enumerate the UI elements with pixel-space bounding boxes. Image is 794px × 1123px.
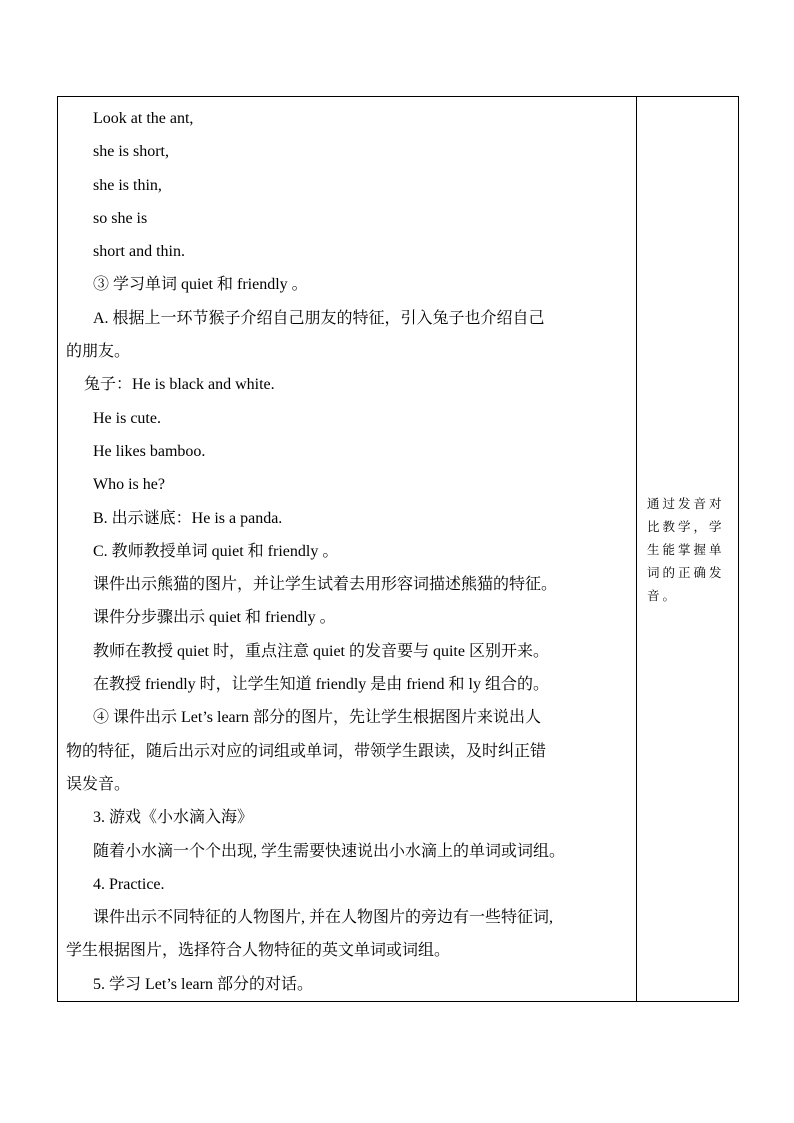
text-line: Look at the ant,: [93, 110, 194, 127]
text-line: she is thin,: [93, 176, 162, 194]
text-line: 5. 学习 Let’s learn 部分的对话。: [93, 975, 313, 993]
design-intent-cell: [637, 97, 739, 1002]
text-line: 学生根据图片，选择符合人物特征的英文单词或词组。: [66, 942, 451, 960]
text-line: Who is he?: [93, 476, 165, 494]
text-line: ③ 学习单词 quiet 和 friendly 。: [93, 276, 308, 294]
text-line: she is short,: [93, 143, 169, 161]
lesson-plan-table: [57, 96, 739, 1002]
side-note-line: 通过发音对: [647, 495, 725, 511]
design-intent-text: [637, 492, 738, 607]
text-line: ④ 课件出示 Let’s learn 部分的图片，先让学生根据图片来说出人: [93, 709, 541, 727]
table-row: [58, 97, 739, 1002]
text-line: He likes bamboo.: [93, 442, 206, 460]
text-line: 教师在教授 quiet 时，重点注意 quiet 的发音要与 quite 区别开来。: [93, 642, 549, 660]
text-line: so she is: [93, 209, 148, 227]
text-line: 物的特征，随后出示对应的词组或单词，带领学生跟读，及时纠正错: [66, 742, 547, 760]
text-line: 的朋友。: [66, 343, 131, 361]
text-line: C. 教师教授单词 quiet 和 friendly 。: [93, 542, 339, 560]
text-line: 4. Practice.: [93, 875, 165, 893]
text-line: A. 根据上一环节猴子介绍自己朋友的特征，引入兔子也介绍自己: [93, 309, 545, 327]
text-line: 在教授 friendly 时，让学生知道 friendly 是由 friend 和 ly 组合的。: [93, 676, 549, 694]
text-line: 误发音。: [66, 775, 131, 793]
teaching-steps-cell: [58, 97, 637, 1002]
side-note-line: 词的正确发: [647, 564, 725, 580]
text-line: B. 出示谜底：He is a panda.: [93, 509, 283, 527]
text-line: 随着小水滴一个个出现, 学生需要快速说出小水滴上的单词或词组。: [93, 842, 566, 860]
text-line: 课件出示熊猫的图片，并让学生试着去用形容词描述熊猫的特征。: [93, 576, 558, 594]
text-line: He is cute.: [93, 409, 161, 427]
text-line: 课件分步骤出示 quiet 和 friendly 。: [93, 609, 336, 627]
teaching-steps-text: [58, 97, 636, 1001]
text-line: 课件出示不同特征的人物图片, 并在人物图片的旁边有一些特征词,: [93, 909, 554, 927]
side-note-line: 音。: [647, 587, 679, 603]
side-note-line: 比教学，学: [647, 518, 725, 534]
side-note-line: 生能掌握单: [647, 541, 725, 557]
text-line: 兔子：He is black and white.: [84, 376, 275, 394]
text-line: 3. 游戏《小水滴入海》: [93, 809, 254, 827]
text-line: short and thin.: [93, 243, 185, 261]
